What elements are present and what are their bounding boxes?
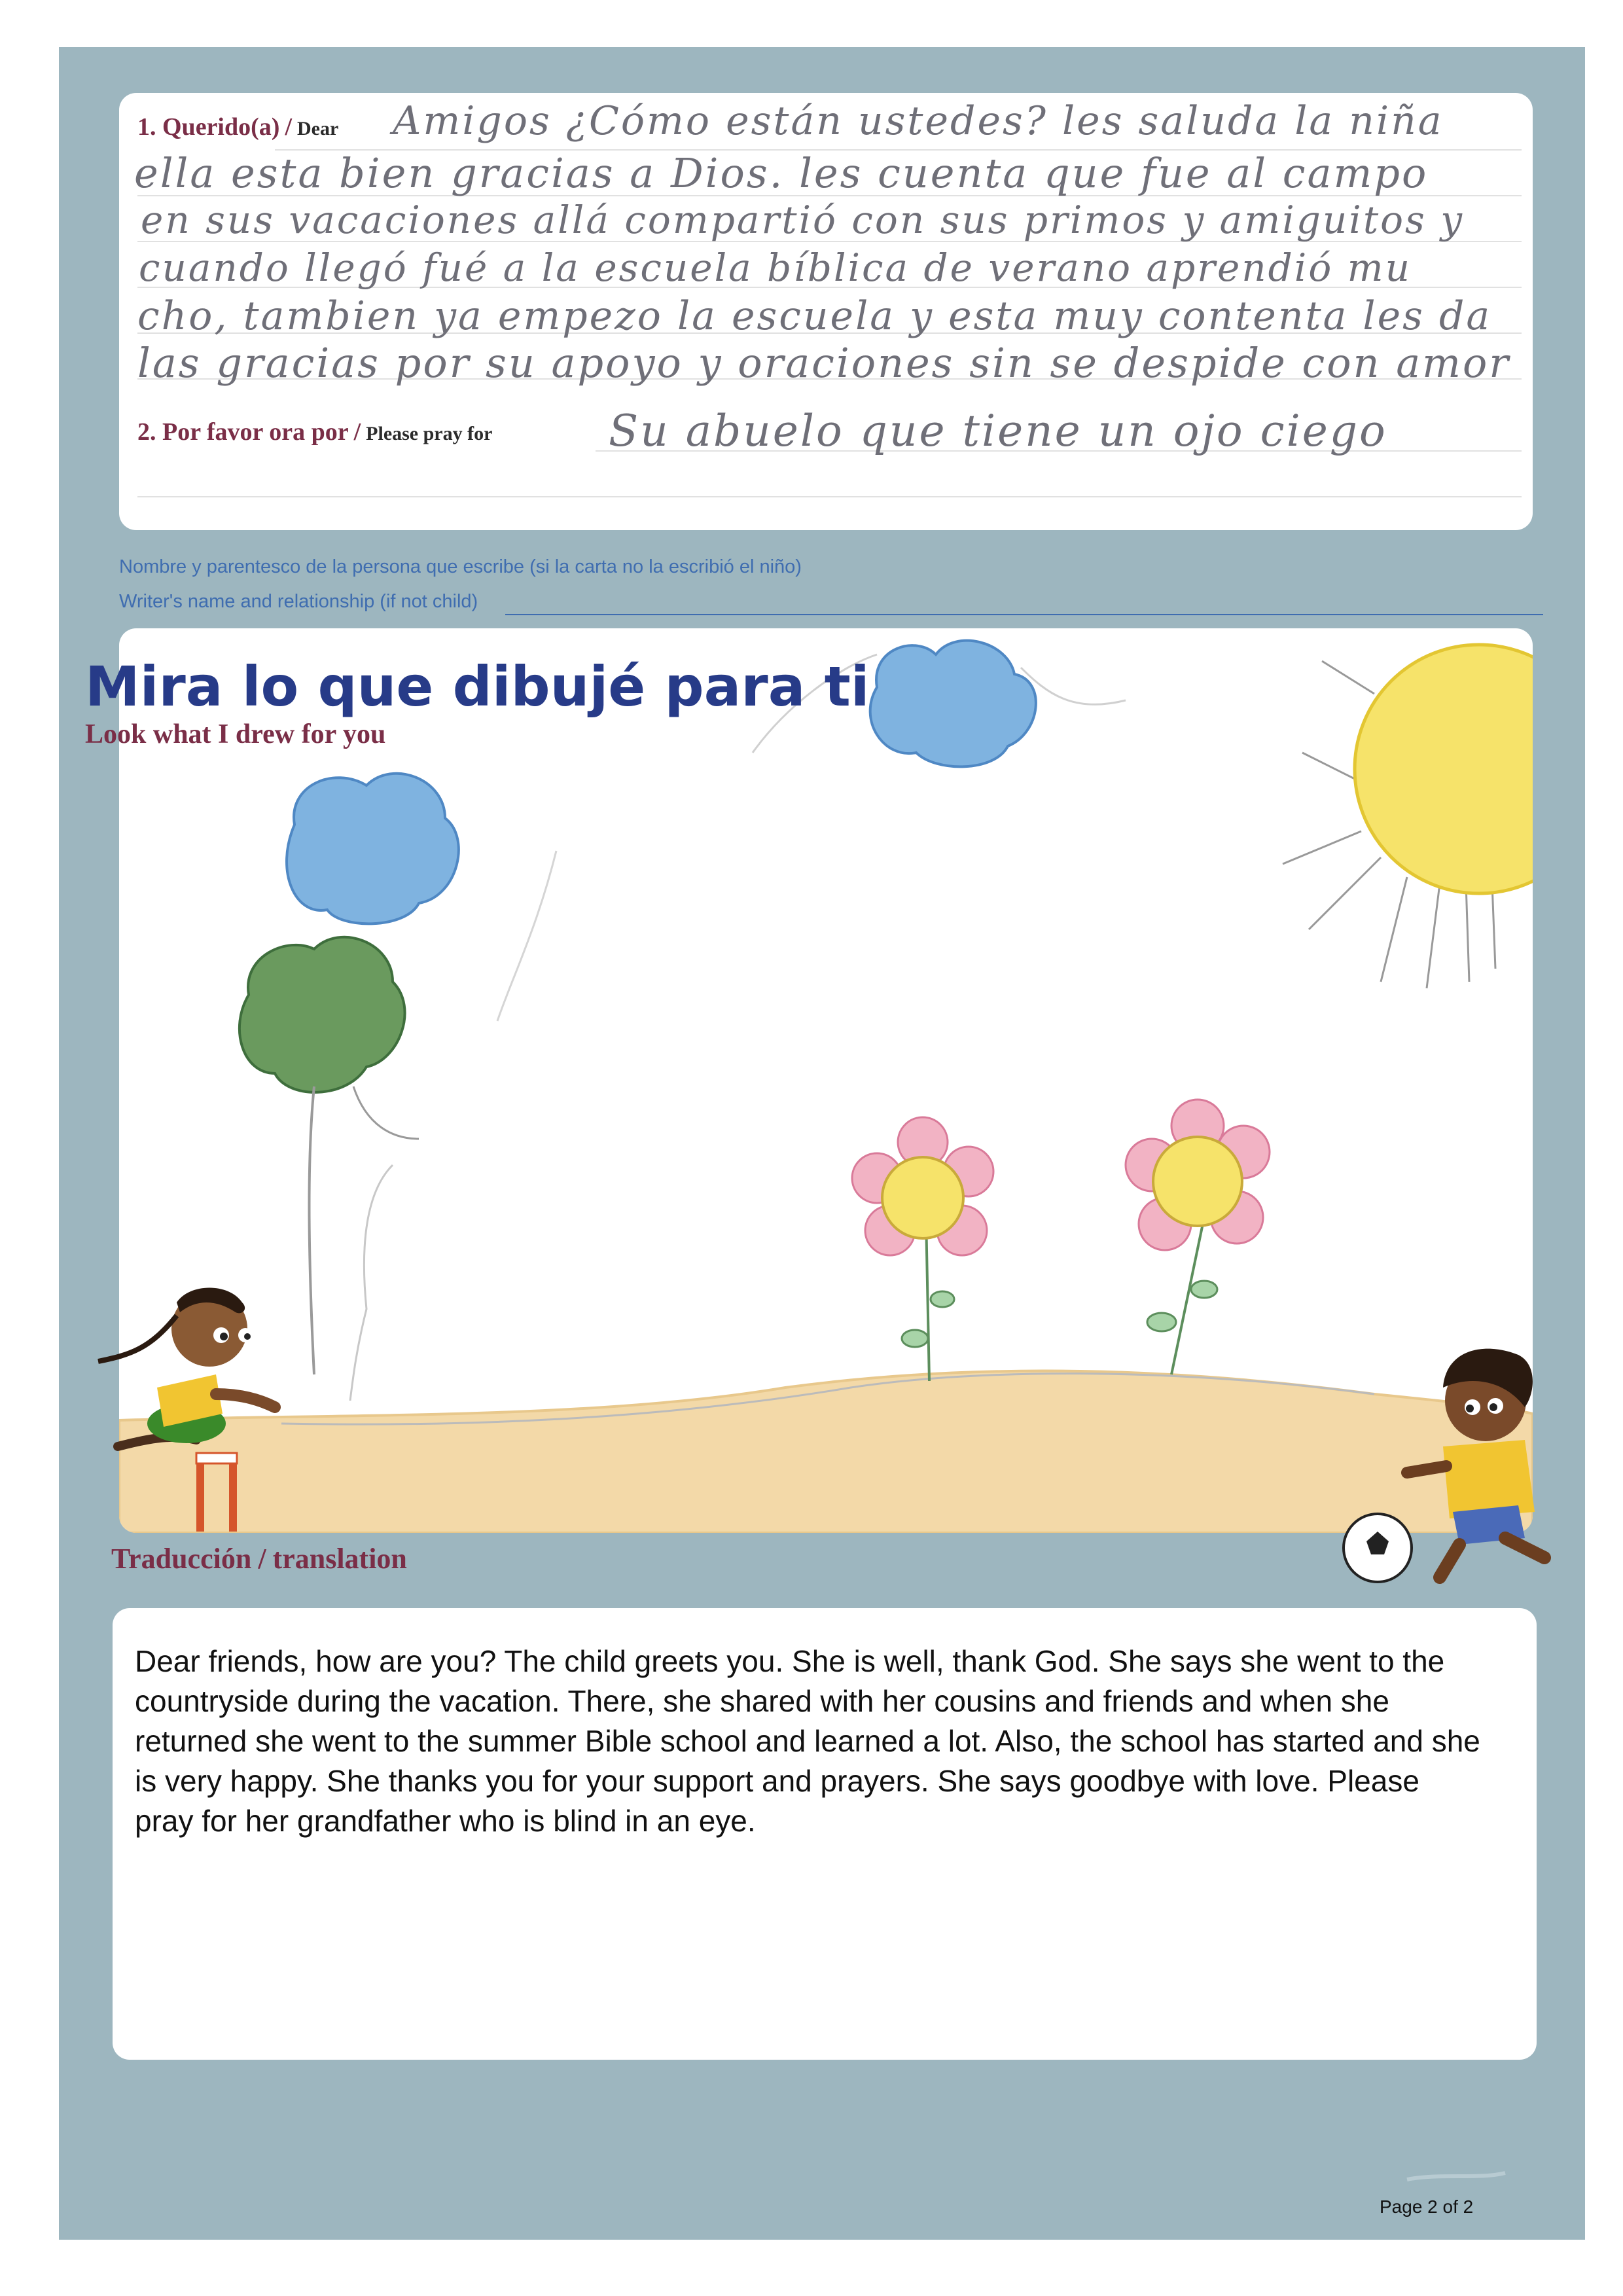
translation-label: Traducción / translation bbox=[111, 1543, 407, 1575]
pray-label: 2. Por favor ora por / Please pray for bbox=[137, 418, 493, 446]
sun-icon bbox=[1283, 645, 1603, 988]
drawing-subtitle: Look what I drew for you bbox=[85, 719, 386, 749]
translation-text: Dear friends, how are you? The child greets you. She is well, thank God. She says she went to the countryside during the vacation. There, she shared with her cousins and friends and when she returned she went to the summer Bible school and learned a lot. Also, the school has started and she is very happy. She thanks you for your support and prayers. She says goodbye with love. Please pray for her grandfather who is blind in an eye. bbox=[135, 1644, 1480, 1838]
handwritten-line: Amigos ¿Cómo están ustedes? les saluda la niña bbox=[393, 98, 1444, 144]
pencil-stroke bbox=[350, 1165, 393, 1401]
translation-label-es: Traducción bbox=[111, 1543, 252, 1575]
handwritten-line: cuando llegó fué a la escuela bíblica de verano aprendió mu bbox=[139, 245, 1412, 290]
flower-icon bbox=[1126, 1100, 1270, 1374]
dear-label-en: Dear bbox=[297, 118, 339, 139]
pray-handwritten: Su abuelo que tiene un ojo ciego bbox=[609, 406, 1387, 456]
tree-icon bbox=[240, 937, 405, 1092]
pencil-stroke bbox=[497, 851, 556, 1021]
cloud-icon bbox=[287, 774, 459, 924]
dear-label: 1. Querido(a) / Dear bbox=[137, 113, 339, 141]
tree-trunk bbox=[310, 1086, 315, 1374]
translation-label-en: translation bbox=[272, 1543, 407, 1575]
handwritten-line: ella esta bien gracias a Dios. les cuenta que fue al campo bbox=[134, 149, 1429, 197]
drawing-title: Mira lo que dibujé para ti bbox=[85, 655, 870, 719]
handwritten-line: las gracias por su apoyo y oraciones sin se despide con amor bbox=[137, 339, 1510, 387]
writer-label-es: Nombre y parentesco de la persona que escribe (si la carta no la escribió el niño) bbox=[119, 556, 802, 577]
page-number: Page 2 of 2 bbox=[1380, 2197, 1474, 2217]
pray-label-es: 2. Por favor ora por bbox=[137, 418, 349, 446]
handwritten-line: cho, tambien ya empezo la escuela y esta muy contenta les da bbox=[137, 293, 1492, 339]
cloud-icon bbox=[870, 641, 1036, 767]
ground bbox=[119, 1371, 1533, 1533]
flower-icon bbox=[852, 1117, 993, 1381]
pray-label-en: Please pray for bbox=[366, 423, 493, 444]
pencil-stroke bbox=[353, 1086, 419, 1139]
writer-label-en: Writer's name and relationship (if not child) bbox=[119, 591, 478, 612]
dear-label-es: 1. Querido(a) bbox=[137, 113, 280, 141]
handwritten-line: en sus vacaciones allá compartió con sus primos y amiguitos y bbox=[141, 198, 1465, 242]
decorative-swoosh bbox=[1407, 2173, 1505, 2179]
